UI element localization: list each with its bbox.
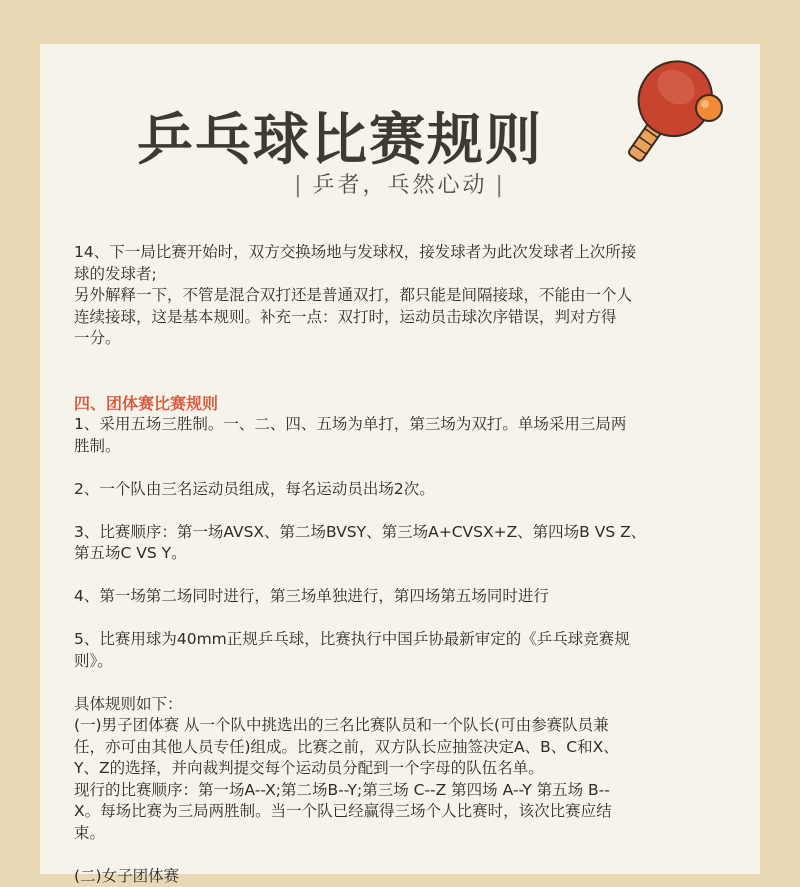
rule-line: 4、第一场第二场同时进行，第三场单独进行，第四场第五场同时进行: [74, 586, 734, 608]
detail-line: 现行的比赛顺序：第一场A--X;第二场B--Y;第三场 C--Z 第四场 A--Y 第五场 B--: [74, 780, 734, 802]
divider-left: |: [294, 173, 304, 198]
detail-line: (二)女子团体赛: [74, 866, 734, 887]
rule-line: 3、比赛顺序：第一场AVSX、第二场BVSY、第三场A+CVSX+Z、第四场B VS Z、: [74, 522, 734, 544]
paragraph-line: 另外解释一下，不管是混合双打还是普通双打，都只能是间隔接球，不能由一个人: [74, 285, 734, 307]
paragraph-line: 14、下一局比赛开始时，双方交换场地与发球权，接发球者为此次发球者上次所接: [74, 242, 734, 264]
ping-pong-paddle-icon: [623, 56, 733, 168]
subtitle: [40, 168, 760, 199]
paragraph-line: 球的发球者;: [74, 264, 734, 286]
detail-line: (一)男子团体赛 从一个队中挑选出的三名比赛队员和一个队长(可由参赛队员兼: [74, 715, 734, 737]
rule-line: 5、比赛用球为40mm正规乒乓球，比赛执行中国乒协最新审定的《乒乓球竞赛规: [74, 629, 734, 651]
detail-line: 束。: [74, 823, 734, 845]
detail-line: Y、Z的选择，并向裁判提交每个运动员分配到一个字母的队伍名单。: [74, 758, 734, 780]
rule-line: 则》。: [74, 651, 734, 673]
rule-line: 胜制。: [74, 436, 734, 458]
rule-line: 1、采用五场三胜制。一、二、四、五场为单打，第三场为双打。单场采用三局两: [74, 414, 734, 436]
content-card: [40, 44, 760, 874]
paragraph-line: 连续接球，这是基本规则。补充一点：双打时，运动员击球次序错误，判对方得: [74, 307, 734, 329]
rule-line: 2、一个队由三名运动员组成，每名运动员出场2次。: [74, 479, 734, 501]
subtitle-text: 乒者，乓然心动: [312, 173, 487, 198]
page-title: 乒乓球比赛规则: [40, 96, 640, 176]
detail-line: 任，亦可由其他人员专任)组成。比赛之前，双方队长应抽签决定A、B、C和X、: [74, 737, 734, 759]
section-heading: 四、团体赛比赛规则: [74, 393, 734, 415]
detail-line: 具体规则如下：: [74, 694, 734, 716]
paragraph-line: 一分。: [74, 328, 734, 350]
rule-line: 第五场C VS Y。: [74, 543, 734, 565]
rules-body: [74, 242, 734, 887]
divider-right: |: [496, 173, 506, 198]
detail-line: X。每场比赛为三局两胜制。当一个队已经赢得三场个人比赛时，该次比赛应结: [74, 801, 734, 823]
